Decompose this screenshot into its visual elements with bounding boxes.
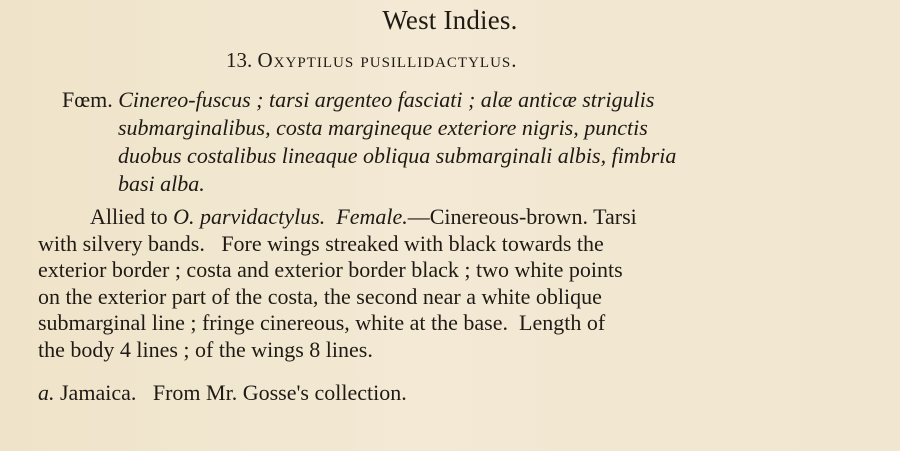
specimen-entry xyxy=(38,380,407,406)
specimen-text: Jamaica. From Mr. Gosse's collection. xyxy=(60,380,407,405)
diagnosis-lead: Fœm. xyxy=(62,87,113,112)
description-line-4: on the exterior part of the costa, the second near a white oblique xyxy=(38,283,602,309)
diagnosis-line-4: basi alba. xyxy=(118,171,205,196)
description-line-6: the body 4 lines ; of the wings 8 lines. xyxy=(38,336,373,362)
species-number: 13. xyxy=(226,48,253,72)
description-line-1 xyxy=(90,204,838,231)
diagnosis-line-1 xyxy=(62,86,822,114)
species-title xyxy=(226,47,518,73)
species-name: Oxyptilus pusillidactylus. xyxy=(257,48,518,72)
page-heading: West Indies. xyxy=(382,5,518,35)
specimen-label: a. xyxy=(38,380,55,405)
english-description xyxy=(38,204,838,363)
description-italic-species: O. parvidactylus. xyxy=(173,204,326,229)
description-line-5: submarginal line ; fringe cinereous, white at the base. Length of xyxy=(38,310,606,335)
diagnosis-text-1: Cinereo-fuscus ; tarsi argenteo fasciati ; alæ anticæ strigulis xyxy=(118,87,655,112)
latin-diagnosis xyxy=(62,86,822,198)
description-prefix: Allied to xyxy=(90,204,174,229)
description-italic-female: Female. xyxy=(336,204,408,229)
description-line-2: with silvery bands. Fore wings streaked with black towards the xyxy=(38,230,604,256)
description-gap xyxy=(325,204,336,229)
description-line-3: exterior border ; costa and exterior border black ; two white points xyxy=(38,257,623,282)
description-suffix: —Cinereous-brown. Tarsi xyxy=(407,204,637,229)
diagnosis-line-2: submarginalibus, costa margineque exteriore nigris, punctis xyxy=(118,115,648,140)
diagnosis-line-3: duobus costalibus lineaque obliqua submarginali albis, fimbria xyxy=(118,143,677,168)
